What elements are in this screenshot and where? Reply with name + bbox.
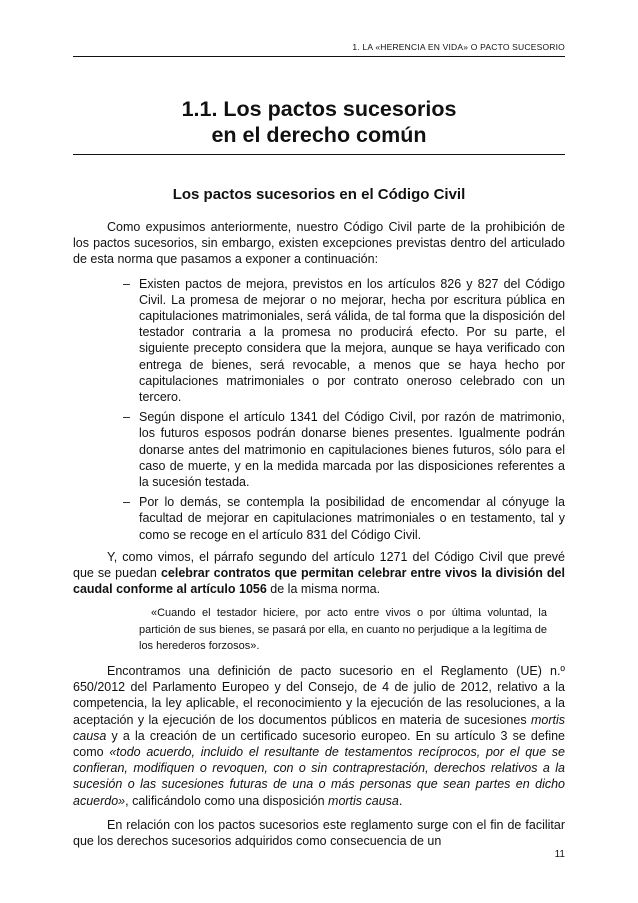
chapter-title-line-2: en el derecho común — [211, 123, 427, 147]
paragraph-text: , calificándolo como una disposición — [125, 793, 329, 808]
section-title: Los pactos sucesorios en el Código Civil — [172, 186, 466, 203]
italic-definition: «todo acuerdo, incluido el resultante de testamentos recíprocos, por el que se confieran, modifiquen o revoquen, con o sin contraprestación, derechos relativos a la sucesión o las sucesiones futuras de una o más personas que sean partes en dicho acuerdo» — [73, 744, 565, 808]
paragraph-text: y a la creación de un certificado sucesorio europeo. En su artículo 3 se define como — [73, 728, 565, 759]
list-item-text: Por lo demás, se contempla la posibilidad de encomendar al cónyuge la facultad de mejorar en capitulaciones matrimoniales o en testamento, tal y como se recoge en el artículo 831 del Código Civil. — [139, 495, 565, 542]
list-dash: – — [123, 410, 130, 425]
exceptions-list — [73, 276, 565, 543]
page-number: 11 — [554, 849, 565, 860]
list-item-text: Existen pactos de mejora, previstos en los artículos 826 y 827 del Código Civil. La promesa de mejorar o no mejorar, hecha por escritura pública en capitulaciones matrimoniales, será válida, de tal forma que la disposición del testador contraria a la promesa no producirá efecto. Por su parte, el siguiente precepto considera que la mejora, aunque se haya verificado con entrega de bienes, será revocable, a menos que se haya hecho por capitulaciones matrimoniales o por contrato oneroso celebrado con un tercero. — [139, 276, 565, 405]
body-text — [73, 219, 565, 857]
quote-text: «Cuando el testador hiciere, por acto entre vivos o por última voluntad, la partición de sus bienes, se pasará por ella, en cuanto no perjudique a la legítima de los herederos forzosos». — [139, 607, 547, 653]
intro-paragraph: Como expusimos anteriormente, nuestro Código Civil parte de la prohibición de los pactos sucesorios, sin embargo, existen excepciones previstas dentro del articulado de esta norma que pasamos a exponer a continuación: — [73, 220, 565, 267]
running-header-text: 1. LA «HERENCIA EN VIDA» O PACTO SUCESORIO — [352, 42, 565, 52]
paragraph-text: . — [398, 793, 403, 808]
list-item — [73, 276, 565, 406]
chapter-title-line-1: 1.1. Los pactos sucesorios — [181, 97, 457, 121]
list-item-text: Según dispone el artículo 1341 del Código Civil, por razón de matrimonio, los futuros esposos podrán donarse bienes presentes. Igualmente podrán donarse antes del matrimonio en capitulaciones bienes futuros, sólo para el caso de muerte, y en la medida marcada por las disposiciones referentes a la sucesión testada. — [139, 410, 565, 490]
list-dash: – — [123, 276, 130, 291]
block-quote — [139, 605, 547, 655]
chapter-title — [73, 96, 565, 155]
italic-term: mortis causa — [73, 712, 565, 743]
running-header — [73, 42, 565, 57]
list-dash: – — [123, 495, 130, 510]
paragraph-text: Encontramos una definición de pacto sucesorio en el Reglamento (UE) n.º 650/2012 del Parlamento Europeo y del Consejo, de 4 de julio de 2012, relativo a la competencia, la ley aplicable, el reconocimiento y la ejecución de las resoluciones, a la aceptación y la ejecución de los documentos públicos en materia de sucesiones — [73, 663, 565, 727]
bold-emphasis: celebrar contratos que permitan celebrar entre vivos la división del caudal conforme al artículo 1056 — [73, 566, 565, 597]
regulation-paragraph — [73, 663, 565, 809]
closing-paragraph: En relación con los pactos sucesorios este reglamento surge con el fin de facilitar que los derechos sucesorios adquiridos como consecuencia de un — [73, 817, 565, 848]
list-item — [73, 409, 565, 490]
paragraph-text: de la misma norma. — [266, 582, 381, 597]
article-1271-paragraph — [73, 549, 565, 598]
italic-term: mortis causa — [328, 793, 399, 808]
paragraph-text: Y, como vimos, el párrafo segundo del artículo 1271 del Código Civil que prevé que se puedan — [73, 549, 565, 581]
list-item — [73, 494, 565, 543]
